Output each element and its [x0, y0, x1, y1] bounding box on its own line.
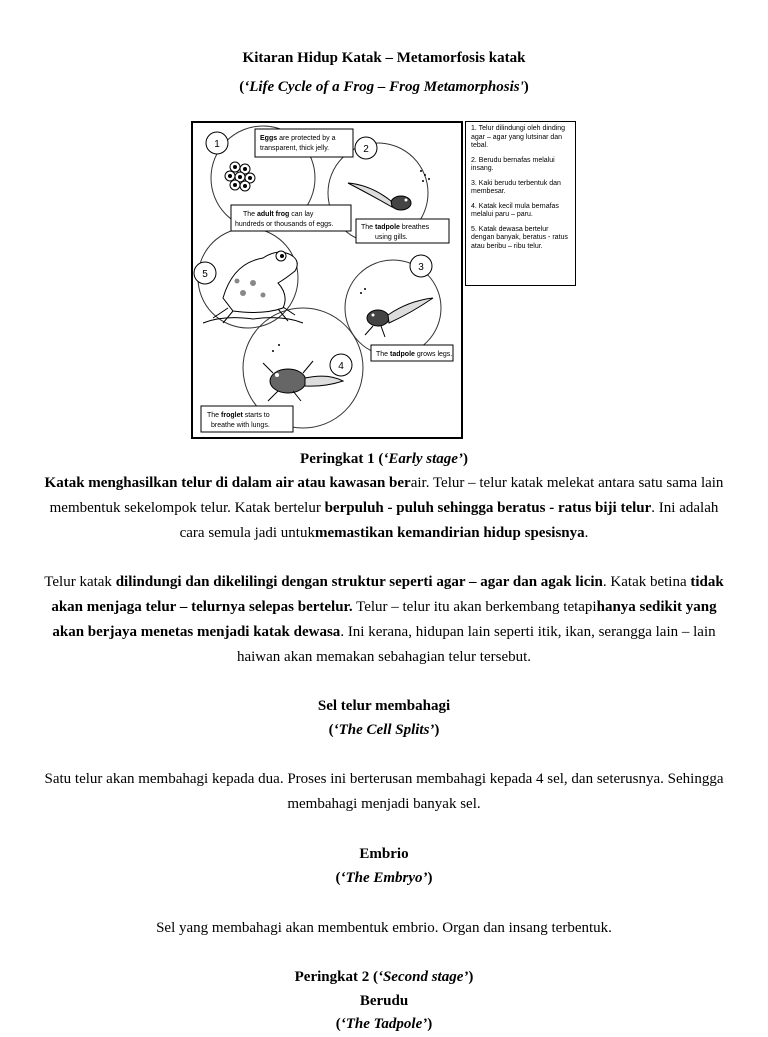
tadpole-legs-caption: The tadpole grows legs.	[376, 351, 453, 358]
legend-box	[465, 121, 576, 286]
stage2-heading: Peringkat 2 (‘Second stage’)	[294, 969, 474, 985]
eggs-caption-box	[255, 129, 353, 157]
embryo-subheading: (‘The Embryo’)	[335, 870, 433, 886]
legend-item-1: 1. Telur dilindungi oleh dinding agar – agar yang lutsinar dan tebal.	[471, 125, 566, 149]
stage2-subheading: Berudu	[359, 993, 409, 1009]
subtitle-close: )	[523, 79, 529, 95]
tadpole-caption-line1: The tadpole breathes	[361, 224, 430, 231]
stage1-heading: Peringkat 1 (‘Early stage’)	[300, 451, 468, 467]
froglet-icon	[263, 344, 343, 401]
embryo-paragraph: Sel yang membahagi akan membentuk embrio. Organ dan insang terbentuk.	[156, 920, 612, 936]
legend-item-2: 2. Berudu bernafas melalui insang.	[471, 156, 555, 172]
embryo-heading: Embrio	[359, 846, 409, 862]
stage2-subheading-2: (‘The Tadpole’)	[335, 1016, 433, 1032]
number-2: 2	[363, 144, 369, 155]
number-4: 4	[338, 361, 344, 372]
eggs-caption-line2: transparent, thick jelly.	[260, 145, 330, 152]
tadpole-caption-line2: using gills.	[375, 234, 408, 241]
subtitle-open: (	[239, 79, 245, 95]
adult-frog-caption-line2: hundreds or thousands of eggs.	[235, 221, 334, 228]
stage1-paragraph-1: Katak menghasilkan telur di dalam air atau kawasan berair. Telur – telur katak melekat antara satu sama lain membentuk sekelompok telur. Katak bertelur berpuluh - puluh sehingga beratus - ratus biji telur. Ini adalah cara semula jadi untukmemastikan kemandirian hidup spesisnya.	[44, 475, 724, 541]
tadpole-icon	[348, 170, 430, 210]
legend-item-4: 4. Katak kecil mula bernafas melalui paru – paru.	[471, 202, 559, 218]
frog-life-cycle-figure	[191, 121, 463, 439]
page-subtitle	[0, 79, 768, 96]
legend-item-5: 5. Katak dewasa bertelur dengan banyak, beratus - ratus atau beribu – ribu telur.	[471, 225, 568, 250]
cell-heading: Sel telur membahagi	[317, 698, 451, 714]
page-title: Kitaran Hidup Katak – Metamorfosis katak	[242, 50, 526, 66]
eggs-icon	[225, 162, 255, 191]
number-3: 3	[418, 262, 424, 273]
adult-frog-caption-line1: The adult frog can lay	[243, 211, 314, 218]
life-cycle-drawing	[193, 123, 461, 437]
legend-item-3: 3. Kaki berudu terbentuk dan membesar.	[471, 179, 561, 195]
eggs-caption-line1: Eggs are protected by a	[260, 135, 336, 142]
cell-subheading: (‘The Cell Splits’)	[328, 722, 440, 738]
number-1: 1	[214, 139, 220, 150]
tadpole-with-legs-icon	[360, 288, 433, 337]
subtitle-italic: ‘Life Cycle of a Frog – Frog Metamorphosis'	[244, 79, 524, 95]
adult-frog-icon	[203, 251, 303, 323]
froglet-caption-line2: breathe with lungs.	[211, 422, 270, 429]
stage1-heading-italic: ‘Early stage’	[383, 451, 463, 467]
froglet-caption-line1: The froglet starts to	[207, 412, 270, 419]
number-5: 5	[202, 269, 208, 280]
stage1-paragraph-2: Telur katak dilindungi dan dikelilingi dengan struktur seperti agar – agar dan agak licin. Katak betina tidak akan menjaga telur – telurnya selepas bertelur. Telur – telur itu akan berkembang tetapihanya sedikit yang akan berjaya menetas menjadi katak dewasa. Ini kerana, hidupan lain seperti itik, ikan, serangga lain – lain haiwan akan memakan sebahagian telur tersebut.	[44, 574, 724, 665]
cell-paragraph: Satu telur akan membahagi kepada dua. Proses ini berterusan membahagi kepada 4 sel, dan seterusnya. Sehingga membahagi menjadi banyak sel.	[44, 771, 724, 812]
